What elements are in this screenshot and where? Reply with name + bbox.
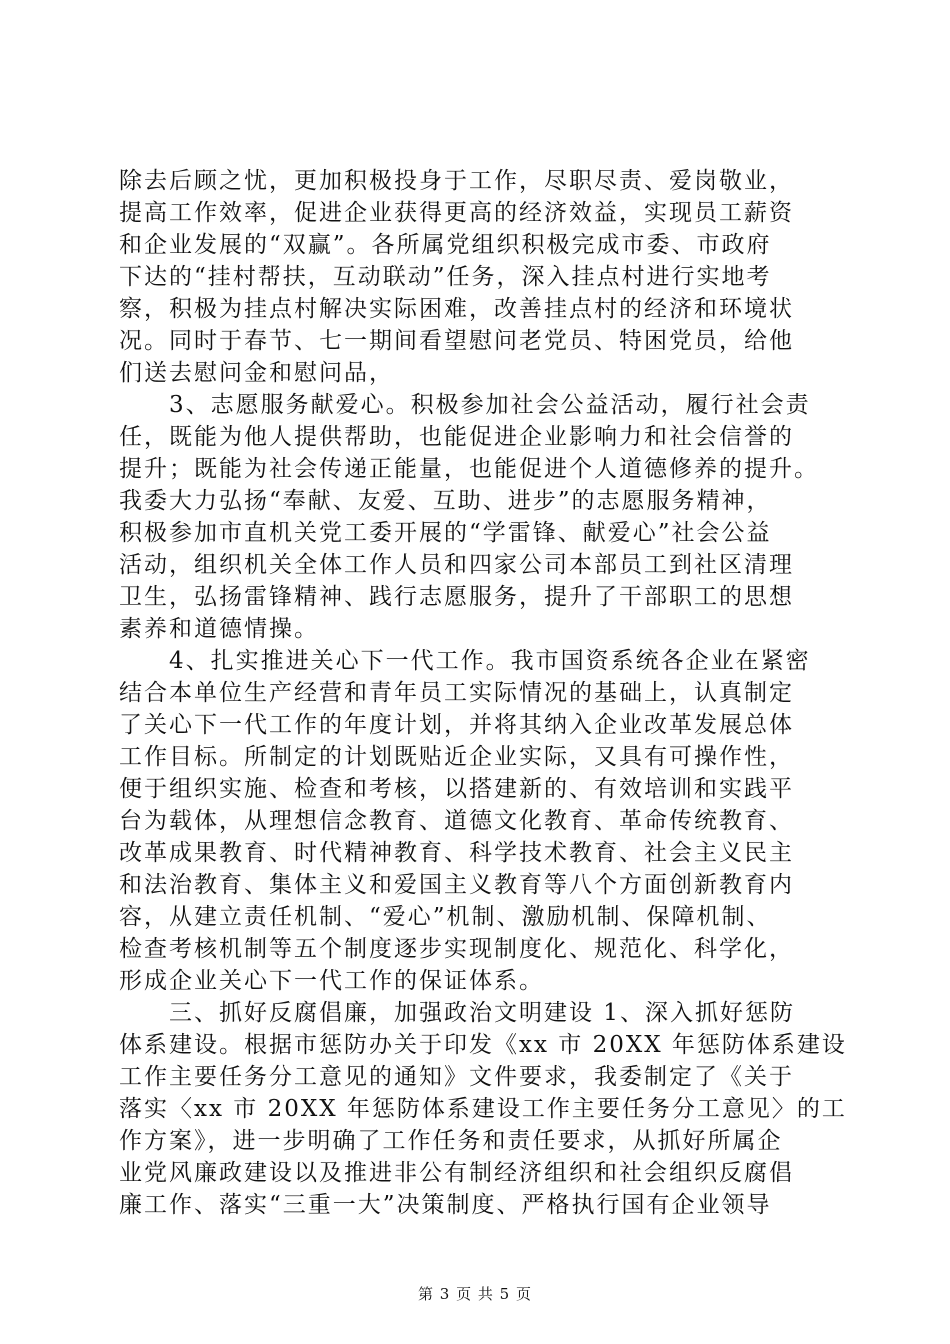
- text-line: 容，从建立责任机制、“爱心”机制、激励机制、保障机制、: [119, 904, 772, 930]
- page-footer: 第 3 页 共 5 页: [418, 1285, 532, 1303]
- text-line: 我委大力弘扬“奉献、友爱、互助、进步”的志愿服务精神，: [119, 488, 772, 514]
- text-line: 素养和道德情操。: [119, 616, 319, 642]
- text-line: 工作目标。所制定的计划既贴近企业实际，又具有可操作性，: [119, 744, 794, 770]
- text-line: 提高工作效率，促进企业获得更高的经济效益，实现员工薪资: [119, 200, 794, 226]
- text-line: 除去后顾之忧，更加积极投身于工作，尽职尽责、爱岗敬业，: [119, 168, 794, 194]
- text-line: 三、抓好反腐倡廉，加强政治文明建设 1、深入抓好惩防: [119, 1000, 795, 1026]
- text-line: 们送去慰问金和慰问品，: [119, 360, 394, 386]
- text-line: 作方案》，进一步明确了工作任务和责任要求，从抓好所属企: [119, 1128, 783, 1154]
- text-line: 卫生，弘扬雷锋精神、践行志愿服务，提升了干部职工的思想: [119, 584, 794, 610]
- text-line: 下达的“挂村帮扶，互动联动”任务，深入挂点村进行实地考: [119, 264, 772, 290]
- text-line: 结合本单位生产经营和青年员工实际情况的基础上，认真制定: [119, 680, 794, 706]
- text-line: 台为载体，从理想信念教育、道德文化教育、革命传统教育、: [119, 808, 794, 834]
- text-line: 业党风廉政建设以及推进非公有制经济组织和社会组织反腐倡: [119, 1160, 794, 1186]
- text-line: 了关心下一代工作的年度计划，并将其纳入企业改革发展总体: [119, 712, 794, 738]
- document-body: [119, 165, 847, 1221]
- text-line: 便于组织实施、检查和考核，以搭建新的、有效培训和实践平: [119, 776, 794, 802]
- text-line: 提升；既能为社会传递正能量，也能促进个人道德修养的提升。: [119, 456, 819, 482]
- text-line: 检查考核机制等五个制度逐步实现制度化、规范化、科学化，: [119, 936, 794, 962]
- text-line: 积极参加市直机关党工委开展的“学雷锋、献爱心”社会公益: [119, 520, 772, 546]
- text-line: 落实〈xx 市 20XX 年惩防体系建设工作主要任务分工意见〉的工: [119, 1096, 847, 1122]
- text-line: 廉工作、落实“三重一大”决策制度、严格执行国有企业领导: [119, 1192, 772, 1218]
- text-line: 和企业发展的“双赢”。各所属党组织积极完成市委、市政府: [119, 232, 772, 258]
- text-line: 工作主要任务分工意见的通知》文件要求，我委制定了《关于: [119, 1064, 794, 1090]
- text-line: 4、扎实推进关心下一代工作。我市国资系统各企业在紧密: [119, 648, 811, 674]
- text-line: 察，积极为挂点村解决实际困难，改善挂点村的经济和环境状: [119, 296, 794, 322]
- text-line: 改革成果教育、时代精神教育、科学技术教育、社会主义民主: [119, 840, 794, 866]
- text-line: 和法治教育、集体主义和爱国主义教育等八个方面创新教育内: [119, 872, 794, 898]
- text-line: 3、志愿服务献爱心。积极参加社会公益活动，履行社会责: [119, 392, 811, 418]
- text-line: 形成企业关心下一代工作的保证体系。: [119, 968, 544, 994]
- text-line: 体系建设。根据市惩防办关于印发《xx 市 20XX 年惩防体系建设: [119, 1032, 847, 1058]
- text-line: 况。同时于春节、七一期间看望慰问老党员、特困党员，给他: [119, 328, 794, 354]
- text-line: 任，既能为他人提供帮助，也能促进企业影响力和社会信誉的: [119, 424, 794, 450]
- text-line: 活动，组织机关全体工作人员和四家公司本部员工到社区清理: [119, 552, 794, 578]
